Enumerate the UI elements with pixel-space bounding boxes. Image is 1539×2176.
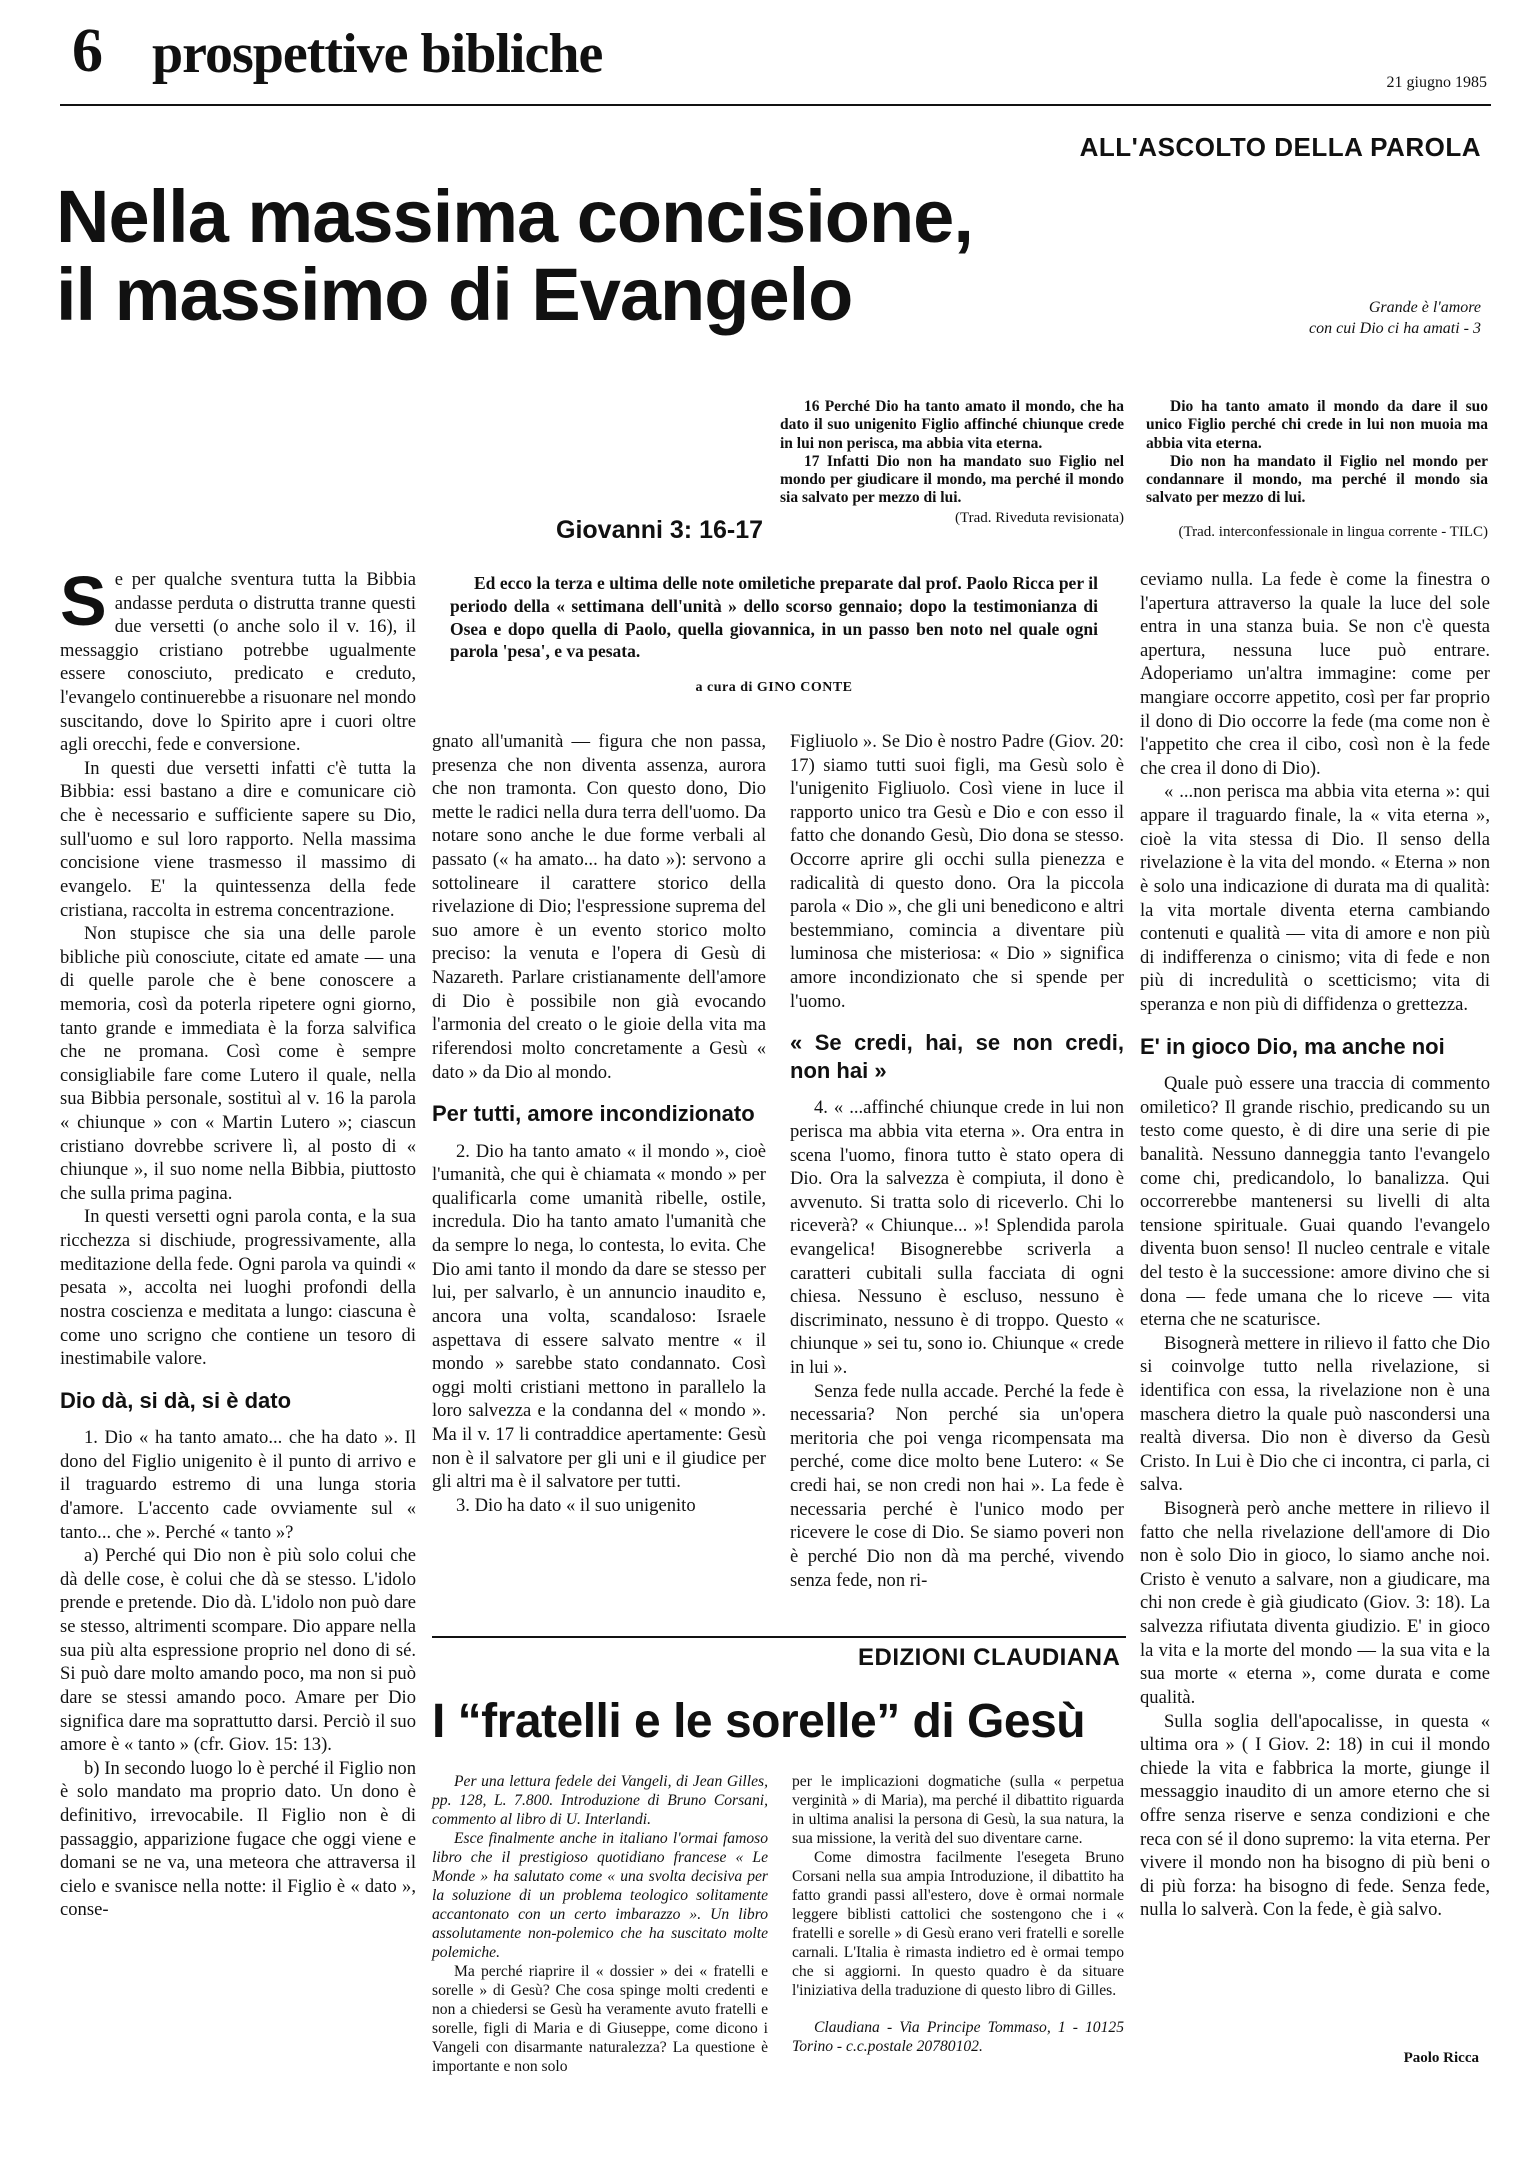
edizioni-paragraph: Ma perché riaprire il « dossier » dei « fratelli e sorelle » di Gesù? Che cosa spinge molti credenti e non a chiedersi se Gesù ha veramente avuto fratelli e sorelle, figli di Maria e di Giuseppe, come dicono i Vangeli con disarmante naturalezza? La questione è importante e non solo [432,1963,768,2076]
col4-paragraph: Bisognerà mettere in rilievo il fatto che Dio si coinvolge tutto nella rivelazione, si identifica con essa, la rivelazione non è una maschera dietro la quale può nascondersi una realtà diversa. Dio non è diverso da Gesù Cristo. In Lui è Dio che ci incontra, ci parla, ci salva. [1140,1332,1490,1496]
col3-paragraph: Senza fede nulla accade. Perché la fede è necessaria? Non perché sia un'opera meritoria che poi venga ricompensata ma perché, come dice molto bene Lutero: « Se credi hai, se non credi non hai ». La fede è necessaria perché è l'unico modo per ricevere le cose di Dio. Se siamo poveri non è perché Dio non dà ma perché, vivendo senza fede, non ri- [790,1380,1124,1591]
article-column-1 [60,562,416,1922]
col3-paragraph: Figliuolo ». Se Dio è nostro Padre (Giov. 20: 17) siamo tutti suoi figli, ma Gesù solo è l'unigenito Figliuolo. Così viene in luce il rapporto unico tra Gesù e Dio e con esso il fatto che donando Gesù, Dio dona se stesso. Occorre aprire gli occhi sulla pienezza e radicalità di questo dono. Ora la piccola parola « Dio », che gli uni benedicono e altri bestemmiano, comincia a diventare più luminosa che misteriosa: « Dio » significa amore incondizionato che si spende per l'uomo. [790,731,1124,1012]
edizioni-paragraph: Come dimostra facilmente l'esegeta Bruno Corsani nella sua ampia Introduzione, il dibattito ha fatto grandi passi all'estero, dove è ormai normale leggere biblisti cattolici che sostengono che i « fratelli e sorelle » di Gesù erano veri fratelli e sorelle carnali. L'Italia è rimasta indietro ed è ormai tempo che si aggiorni. In questo quadro è da situare l'iniziativa della traduzione di questo libro di Gilles. [792,1849,1124,2000]
series-title [1309,298,1481,340]
col1-paragraph: b) In secondo luogo lo è perché il Figlio non è solo mandato ma proprio dato. Un dono è definitivo, irrevocabile. Il Figlio non è di passaggio, apparizione fugace che oggi viene e domani se ne va, una meteora che attraversa il cielo e svanisce nella notte: il Figlio è « dato », conse- [60,1757,416,1921]
section-heading: Dio dà, si dà, si è dato [60,1387,292,1413]
col4-paragraph: Quale può essere una traccia di commento omiletico? Il grande rischio, predicando su un testo come questo, è di dire una serie di pie banalità. Nessuno danneggia tanto l'evangelo come chi, predicandolo, lo banalizza. Qui occorrerebbe mantenersi su livelli di alta tensione spirituale. Guai quando l'evangelo diventa buon senso! Il nucleo centrale e vitale del testo è la successione: amore divino che si dona — fede umana che lo riceve — vita eterna che ne scaturisce. [1140,1073,1490,1331]
section-heading: E' in gioco Dio, ma anche noi [1140,1033,1445,1059]
col1-paragraph: 1. Dio « ha tanto amato... che ha dato ». Il dono del Figlio unigenito è il punto di arrivo e il traguardo estremo di una lunga storia d'amore. L'accento cade ovviamente sul « tanto... che ». Perché « tanto »? [60,1427,416,1543]
verse-17: 17 Infatti Dio non ha mandato suo Figlio nel mondo per giudicare il mondo, ma perché il mondo sia salvato per mezzo di lui. [780,452,1124,507]
col1-paragraph: Se per qualche sventura tutta la Bibbia andasse perduta o distrutta tranne questi due versetti (o anche solo il v. 16), il messaggio cristiano potrebbe ugualmente essere conosciuto, predicato e creduto, l'evangelo continuerebbe a risuonare nel mondo suscitando, dove lo Spirito apre i cuori oltre agli orecchi, fede e conversione. [60,562,416,756]
col1-paragraph: a) Perché qui Dio non è più solo colui che dà delle cose, è colui che dà se stesso. L'idolo prende e pretende. Dio dà. L'idolo non può dare se stesso, altrimenti scompare. Dio appare nella sua più alta espressione proprio nel dono di sé. Si può dare molto amando poco, ma non si può dare se stessi amando poco. Amare per Dio significa dare ma soprattutto darsi. Perciò il suo amore è « tanto » (cfr. Giov. 15: 13). [60,1545,416,1756]
drop-cap: S [60,562,107,640]
curator-credit: a cura di GINO CONTE [695,680,853,695]
book-details: Per una lettura fedele dei Vangeli, di Jean Gilles, pp. 128, L. 7.800. Introduzione di Bruno Corsani, commento al libro di U. Interlandi. [432,1773,768,1829]
verse-tilc-2: Dio non ha mandato il Figlio nel mondo per condannare il mondo, ma perché il mondo sia salvato per mezzo di lui. [1146,452,1488,507]
col4-paragraph: Bisognerà però anche mettere in rilievo il fatto che nella rivelazione dell'amore di Dio non è solo Dio in gioco, lo siamo anche noi. Cristo è venuto a salvare, non a giudicare, ma chi non crede è già giudicato (Giov. 3: 18). La salvezza rifiutata diventa giudizio. E' in gioco la vita e la morte del mondo — la sua vita e la sua morte « eterna », come durata e come qualità. [1140,1498,1490,1708]
page-number: 6 [72,17,103,85]
article-column-2 [432,730,766,1517]
verse-riveduta-source: (Trad. Riveduta revisionata) [955,509,1124,526]
article-column-3 [790,730,1124,1592]
col1-paragraph: In questi due versetti infatti c'è tutta la Bibbia: essi bastano a dire e comunicare ciò che è necessario e sufficiente sapere su Dio, sull'uomo e sul loro rapporto. Nella massima concisione viene trasmesso il massimo di evangelo. E' la quintessenza della fede cristiana, raccolta in estrema concentrazione. [60,757,416,921]
edizioni-title: I “fratelli e le sorelle” di Gesù [432,1695,1086,1748]
edizioni-column-a [432,1772,768,2076]
edizioni-paragraph: Esce finalmente anche in italiano l'ormai famoso libro che il prestigioso quotidiano francese « Le Monde » ha salutato come « una svolta decisiva per la soluzione di un problema teologico solitamente accantonato con un certo imbarazzo ». Un libro assolutamente non-polemico che ha suscitato molte polemiche. [432,1830,768,1962]
publisher-address: Claudiana - Via Principe Tommaso, 1 - 10125 Torino - c.c.postale 20780102. [792,2019,1124,2056]
publication-title: prospettive bibliche [152,23,603,85]
author-signature: Paolo Ricca [1403,2050,1479,2066]
edizioni-rubric: EDIZIONI CLAUDIANA [858,1644,1121,1671]
article-intro [450,572,1098,663]
article-headline [56,175,973,337]
headline-line-1: Nella massima concisione, [56,175,973,258]
headline-line-2: il massimo di Evangelo [56,253,853,337]
edizioni-column-b [792,1772,1124,2056]
section-heading: « Se credi, hai, se non credi, non hai » [790,1030,1124,1083]
series-line-2: con cui Dio ci ha amati - 3 [1309,319,1481,337]
article-column-4 [1140,568,1490,1922]
article-rubric: ALL'ASCOLTO DELLA PAROLA [1079,132,1481,162]
verse-tilc-source: (Trad. interconfessionale in lingua corrente - TILC) [1178,523,1488,540]
box-top-rule [432,1636,1126,1638]
col2-paragraph: 2. Dio ha tanto amato « il mondo », cioè l'umanità, che qui è chiamata « mondo » per qualificarla come umanità ribelle, ostile, incredula. Dio ha tanto amato l'umanità che da sempre lo nega, lo contesta, lo evita. Che Dio ami tanto il mondo da dare se stesso per lui, per salvarlo, è un annuncio inaudito e, ancora una volta, scandaloso: Israele aspettava di essere salvato mentre « il mondo » sarebbe stato condannato. Così oggi molti cristiani mettono in parallelo la loro salvezza e la condanna del « mondo ». Ma il v. 17 li contraddice apertamente: Gesù non è il salvatore per gli uni e il giudice per gli altri ma è il salvatore per tutti. [432,1140,766,1493]
issue-date: 21 giugno 1985 [1386,74,1487,91]
verse-tilc-1: Dio ha tanto amato il mondo da dare il suo unico Figlio perché chi crede in lui non muoia ma abbia vita eterna. [1146,398,1488,452]
col4-paragraph: Sulla soglia dell'apocalisse, in questa « ultima ora » ( I Giov. 2: 18) in cui il mondo chiede la vita e fabbrica la morte, giunge il messaggio inaudito di un amore eterno che si offre senza riserve e senza condizioni e che reca con sé il dono supremo: la vita eterna. Per vivere il mondo non ha bisogno di più beni o di più forza: ha bisogno di fede. Senza fede, nulla lo salverà. Con la fede, è già salvo. [1140,1710,1490,1921]
edizioni-paragraph: per le implicazioni dogmatiche (sulla « perpetua verginità » di Maria), ma perché il dibattito riguarda in ultima analisi la persona di Gesù, la sua natura, la sua missione, la verità del suo diventare carne. [792,1773,1124,1848]
series-line-1: Grande è l'amore [1368,299,1481,316]
col4-paragraph: ceviamo nulla. La fede è come la finestra o l'apertura attraverso la quale la luce del sole entra in una stanza buia. Se non c'è questa apertura, nessuna luce può entrare. Adoperiamo un'altra immagine: come per mangiare occorre appetito, così per far proprio il dono di Dio occorre la fede (ma come non è l'appetito che crea il cibo, così non è la fede che crea il dono di Dio). [1140,569,1490,779]
col4-paragraph: « ...non perisca ma abbia vita eterna »: qui appare il traguardo finale, la « vita eterna », cioè la vita stessa di Dio. Il senso della rivelazione è la vita del mondo. « Eterna » non è solo una indicazione di durata ma di qualità: la vita mortale diventa eterna cambiando contenuti e qualità — vita di amore e non più di indifferenza o cinismo; vita di fede e non più di incredulità o scetticismo; vita di speranza e non più di diffidenza o grettezza. [1140,781,1490,1015]
bible-reference: Giovanni 3: 16-17 [556,516,764,544]
section-heading: Per tutti, amore incondizionato [432,1101,755,1127]
col1-paragraph: Non stupisce che sia una delle parole bibliche più conosciute, citate ed amate — una di quelle parole che è bene conoscere a memoria, così da poterla ripetere ogni giorno, tanto grande e immediata è la forza salvifica che ne promana. Così come è sempre consigliabile fare come Lutero il quale, nella sua Bibbia personale, sostituì al v. 16 la parola « chiunque » con « Martin Lutero »; ciascun cristiano dovrebbe scrivere lì, al posto di « chiunque », il suo nome nella Bibbia, piuttosto che sulla prima pagina. [60,923,416,1204]
intro-text: Ed ecco la terza e ultima delle note omiletiche preparate dal prof. Paolo Ricca per il periodo della « settimana dell'unità » dello scorso gennaio; dopo la testimonianza di Osea e dopo quella di Paolo, quella giovannica, in un passo ben noto nel quale ogni parola 'pesa', e va pesata. [450,573,1098,662]
col2-paragraph: gnato all'umanità — figura che non passa, presenza che non diventa assenza, aurora che non tramonta. Con questo dono, Dio mette le radici nella dura terra dell'uomo. Da notare sono anche le due forme verbali al passato (« ha amato... ha dato »): servono a sottolineare il carattere storico della rivelazione di Dio; l'espressione suprema del suo amore è un evento storico molto preciso: la venuta e l'opera di Gesù di Nazareth. Parlare cristianamente dell'amore di Dio è possibile non già evocando l'armonia del creato o le gioie della vita ma riferendosi molto concretamente a Gesù « dato » da Dio al mondo. [432,731,766,1083]
col1-paragraph: In questi versetti ogni parola conta, e la sua ricchezza si dischiude, progressivamente, alla meditazione della fede. Ogni parola va quindi « pesata », accolta nei luoghi profondi della nostra coscienza e meditata a lungo: ciascuna è come uno scrigno che contiene un tesoro di inestimabile valore. [60,1206,416,1370]
col2-paragraph: 3. Dio ha dato « il suo unigenito [456,1494,696,1516]
col3-paragraph: 4. « ...affinché chiunque crede in lui non perisca ma abbia vita eterna ». Ora entra in scena l'uomo, finora tutto è stato opera di Dio. Ora la salvezza è compiuta, il dono è avvenuto. Si tratta solo di riceverlo. Chi lo riceverà? « Chiunque... »! Splendida parola evangelica! Bisognerebbe scriverla a caratteri cubitali sulla facciata di ogni chiesa. Nessuno è escluso, nessuno è discriminato, nessuno è di troppo. Questo « chiunque » sei tu, sono io. Chiunque « crede in lui ». [790,1097,1124,1379]
verse-riveduta [780,398,1124,527]
masthead-rule [60,104,1491,106]
verse-tilc [1146,398,1488,541]
verse-16: 16 Perché Dio ha tanto amato il mondo, che ha dato il suo unigenito Figlio affinché chiunque crede in lui non perisca, ma abbia vita eterna. [780,398,1124,452]
